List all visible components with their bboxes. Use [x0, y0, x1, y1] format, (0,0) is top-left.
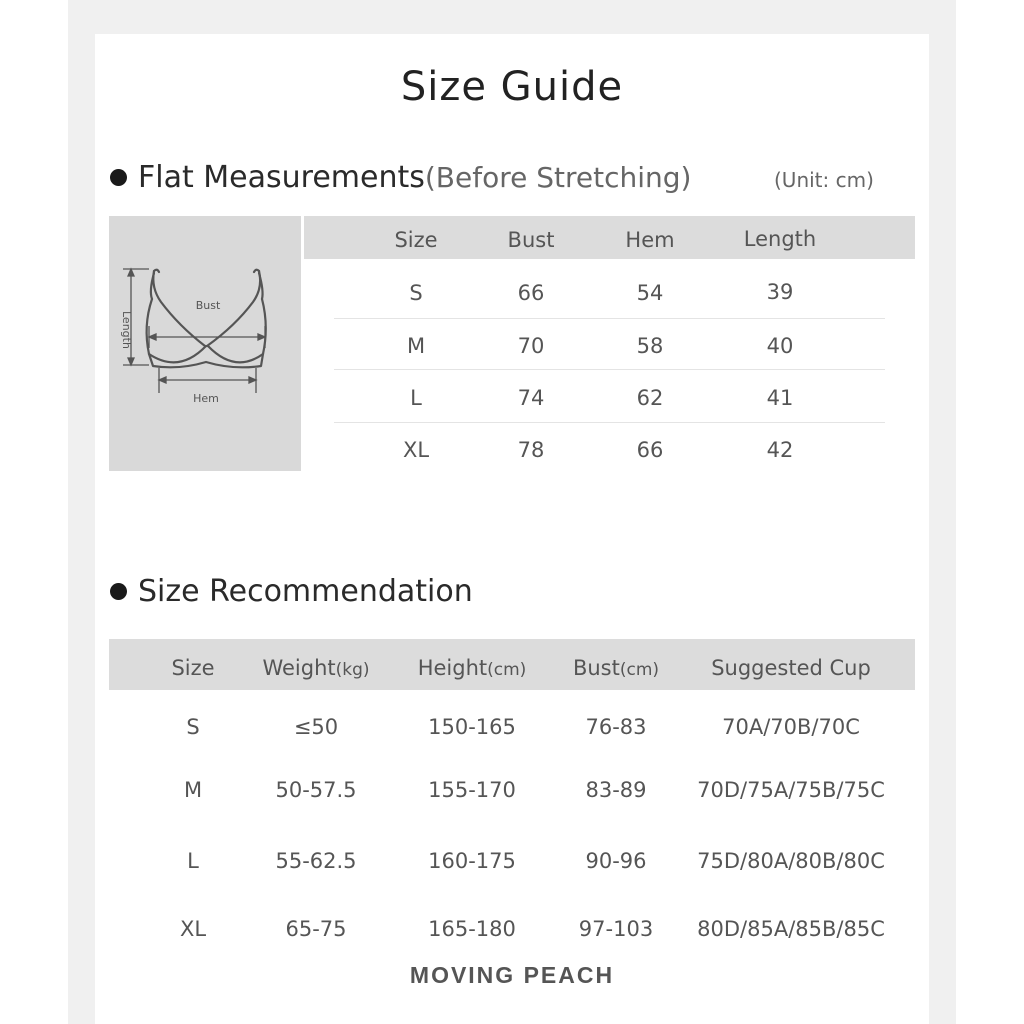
- rec-cell: 97-103: [578, 917, 654, 941]
- bra-outline-icon: [109, 216, 301, 471]
- rec-cell: 55-62.5: [275, 849, 357, 873]
- rec-cell: 150-165: [428, 715, 516, 739]
- flat-cell: 62: [636, 386, 664, 410]
- rec-col-weight: Weight(kg): [262, 656, 370, 680]
- rec-cell: S: [186, 715, 200, 739]
- flat-cell: 40: [766, 334, 794, 358]
- bra-measurement-diagram: [109, 216, 301, 471]
- rec-cell: L: [187, 849, 199, 873]
- flat-heading-text: Flat Measurements: [138, 160, 425, 195]
- rec-col-bust: Bust(cm): [572, 656, 660, 680]
- rec-cell: ≤50: [293, 715, 339, 739]
- page-title: Size Guide: [400, 64, 624, 110]
- flat-col-hem: Hem: [625, 228, 675, 252]
- flat-cell: XL: [402, 438, 430, 462]
- rec-col-height: Height(cm): [417, 656, 527, 680]
- flat-col-length: Length: [743, 227, 817, 251]
- row-divider: [334, 318, 885, 319]
- bullet-icon: [110, 169, 127, 186]
- flat-cell: 54: [636, 281, 664, 305]
- flat-cell: 58: [636, 334, 664, 358]
- flat-cell: 41: [766, 386, 794, 410]
- row-divider: [334, 422, 885, 423]
- rec-cell: 90-96: [585, 849, 647, 873]
- flat-subheading-text: (Before Stretching): [424, 161, 692, 194]
- rec-col-suggested-cup: Suggested Cup: [711, 656, 871, 680]
- flat-cell: 78: [517, 438, 545, 462]
- flat-cell: 39: [766, 280, 794, 304]
- rec-cell: 75D/80A/80B/80C: [697, 849, 885, 873]
- length-diagram-label: Length: [120, 311, 133, 349]
- rec-cell: XL: [179, 917, 207, 941]
- rec-cell: 83-89: [585, 778, 647, 802]
- unit-label: (Unit: cm): [774, 168, 874, 192]
- flat-cell: 66: [636, 438, 664, 462]
- flat-cell: 74: [517, 386, 545, 410]
- bullet-icon: [110, 583, 127, 600]
- rec-cell: 70A/70B/70C: [722, 715, 860, 739]
- flat-col-size: Size: [394, 228, 438, 252]
- flat-measurements-heading: [110, 160, 691, 195]
- rec-cell: 65-75: [285, 917, 347, 941]
- rec-cell: 76-83: [585, 715, 647, 739]
- hem-diagram-label: Hem: [193, 392, 219, 405]
- bust-diagram-label: Bust: [195, 299, 221, 312]
- flat-cell: S: [409, 281, 423, 305]
- rec-cell: M: [183, 778, 203, 802]
- size-recommendation-heading: [110, 574, 473, 609]
- rec-col-size: Size: [171, 656, 215, 680]
- flat-cell: M: [406, 334, 426, 358]
- recommend-heading-text: Size Recommendation: [138, 574, 473, 609]
- flat-cell: L: [410, 386, 422, 410]
- rec-cell: 155-170: [428, 778, 516, 802]
- rec-cell: 50-57.5: [275, 778, 357, 802]
- flat-cell: 42: [766, 438, 794, 462]
- rec-cell: 160-175: [428, 849, 516, 873]
- row-divider: [334, 369, 885, 370]
- flat-cell: 70: [517, 334, 545, 358]
- rec-cell: 165-180: [428, 917, 516, 941]
- flat-col-bust: Bust: [507, 228, 555, 252]
- rec-cell: 80D/85A/85B/85C: [697, 917, 885, 941]
- rec-cell: 70D/75A/75B/75C: [697, 778, 885, 802]
- flat-cell: 66: [517, 281, 545, 305]
- brand-logo: MOVING PEACH: [409, 962, 615, 988]
